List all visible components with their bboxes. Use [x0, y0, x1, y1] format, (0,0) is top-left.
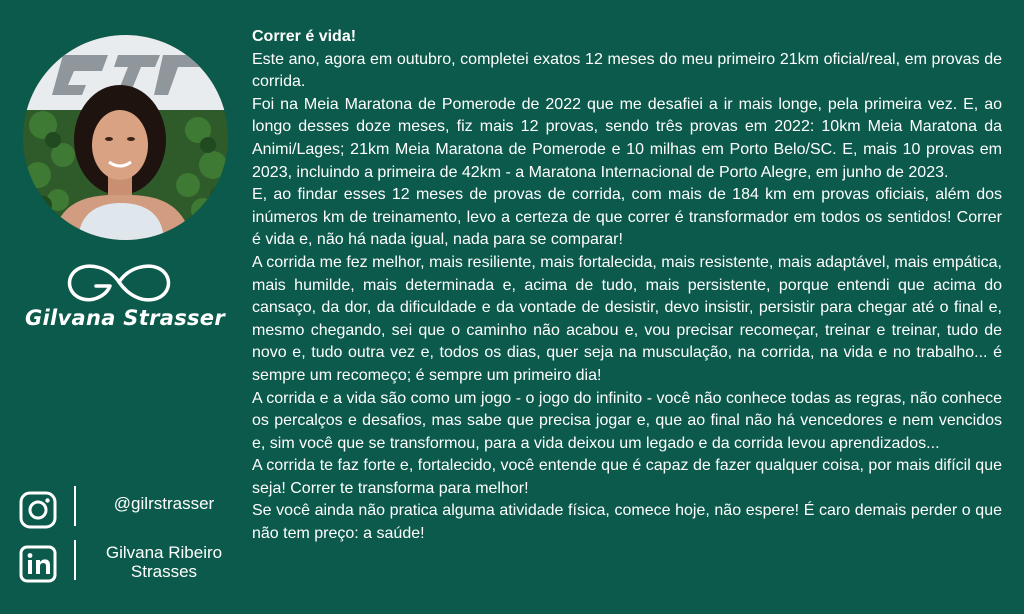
linkedin-row[interactable] [14, 540, 244, 586]
profile-photo-illustration [23, 35, 228, 240]
linkedin-name[interactable]: Gilvana Ribeiro Strasses [105, 543, 223, 581]
brand-name: Gilvana Strasser [24, 306, 225, 330]
instagram-icon[interactable] [18, 490, 58, 530]
infinity-gs-logo-icon [60, 258, 178, 306]
profile-photo [23, 35, 228, 240]
linkedin-icon[interactable] [18, 544, 58, 584]
paragraph: A corrida me fez melhor, mais resiliente, mais fortalecida, mais resistente, mais adaptável, mais empática, mais humilde, mais determinada e, acima de tudo, mais persistente, porque entendi que acima do cansaço, da dor, da dificuldade e da vontade de desistir, devo insistir, persistir para chegar até o final e, mesmo chegando, sei que o caminho não acabou e, vou precisar recomeçar, treinar e treinar, tudo de novo e, tudo outra vez e, todos os dias, quer seja na musculação, na corrida, na vida e no trabalho... é sempre um recomeço; é sempre um primeiro dia! [252, 253, 1002, 384]
paragraph: Este ano, agora em outubro, completei exatos 12 meses do meu primeiro 21km oficial/real, em provas de corrida. [252, 50, 1002, 91]
instagram-handle[interactable]: @gilrstrasser [113, 494, 215, 513]
instagram-row[interactable] [14, 486, 244, 532]
profile-sidebar [0, 0, 250, 614]
paragraph: A corrida te faz forte e, fortalecido, você entende que é capaz de fazer qualquer coisa, por mais difícil que seja! Correr te transforma para melhor! [252, 457, 1002, 497]
paragraph: A corrida e a vida são como um jogo - o jogo do infinito - você não conhece todas as regras, não conhece os percalços e desafios, mas sabe que precisa jogar e, que ao final não há vencedores e nem vencidos e, sim você que se transformou, para a vida deixou um legado e da corrida levou aprendizados... [252, 389, 1002, 452]
divider [74, 540, 76, 580]
post-body [252, 26, 1002, 546]
paragraph: Se você ainda não pratica alguma atividade física, comece hoje, não espere! É caro demais perder o que não tem preço: a saúde! [252, 502, 1002, 543]
divider [74, 486, 76, 526]
paragraph: Foi na Meia Maratona de Pomerode de 2022 que me desafiei a ir mais longe, pela primeira vez. E, ao longo desses doze meses, fiz mais 12 provas, sendo três provas em 2022: 10km Meia Maratona da Animi/Lages; 21km Meia Maratona de Pomerode e 10 milhas em Porto Belo/SC. E, mais 10 provas em 2023, incluindo a primeira de 42km - a Maratona Internacional de Porto Alegre, em junho de 2023. [252, 95, 1002, 181]
post-title: Correr é vida! [252, 28, 357, 45]
paragraph: E, ao findar esses 12 meses de provas de corrida, com mais de 184 km em provas oficiais, além dos inúmeros km de treinamento, levo a certeza de que correr é transformador em todos os sentidos! Correr é vida e, não há nada igual, nada para se comparar! [252, 186, 1002, 249]
